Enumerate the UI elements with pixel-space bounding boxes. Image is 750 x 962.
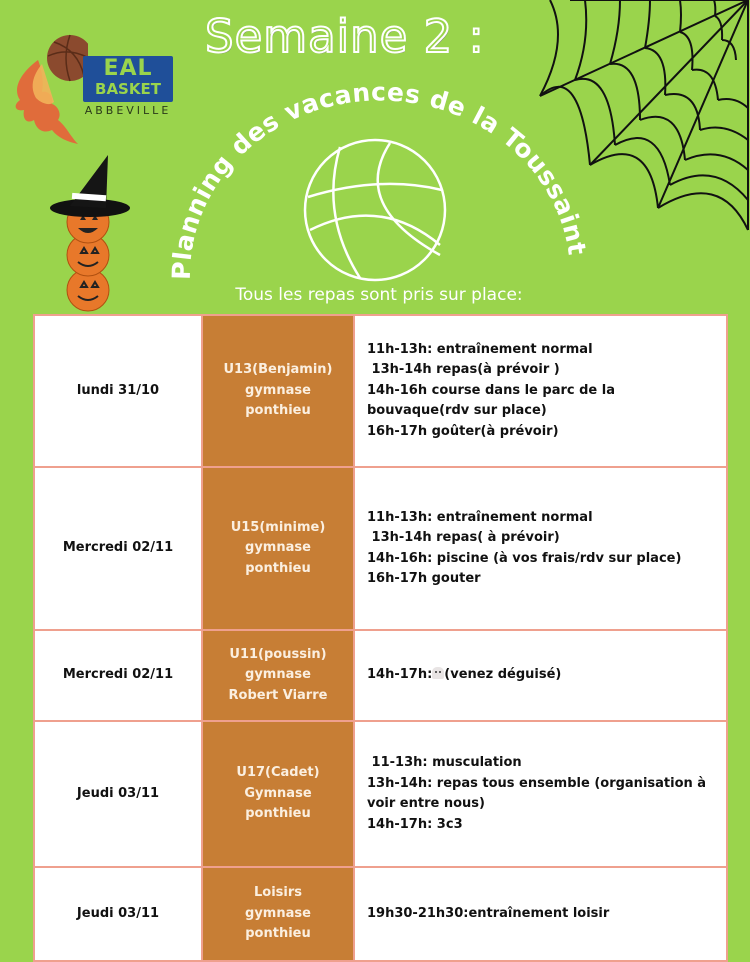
subtitle-text: Tous les repas sont pris sur place: (235, 285, 523, 305)
group-category: U15(minime) (230, 519, 326, 535)
group-venue-name: ponthieu (245, 926, 311, 942)
group-venue-type: gymnase (245, 382, 311, 398)
table-row (34, 315, 727, 467)
activity-time: 14h-17h: (367, 667, 433, 683)
table-row (34, 630, 727, 721)
activity-line: 14h-16h: piscine (à vos frais/rdv sur place) (367, 550, 682, 566)
day-cell: Mercredi 02/11 (34, 467, 202, 630)
group-cell (202, 315, 354, 467)
activities-cell (354, 467, 727, 630)
schedule-table (33, 314, 728, 962)
activity-line: 14h-16h course dans le parc de la bouvaque(rdv sur place) (367, 382, 620, 419)
page-title: Semaine 2 : (205, 10, 485, 63)
activity-line: 19h30-21h30:entraînement loisir (367, 905, 610, 921)
day-cell: Jeudi 03/11 (34, 867, 202, 961)
day-cell: Mercredi 02/11 (34, 630, 202, 721)
group-venue-name: Robert Viarre (228, 687, 328, 703)
activity-line (367, 665, 718, 686)
activities-cell (354, 721, 727, 867)
activity-line: 16h-17h gouter (367, 571, 481, 586)
logo-text-basket: BASKET (95, 80, 161, 98)
group-venue-type: Gymnase (244, 785, 312, 801)
activity-line: 13h-14h repas( à prévoir) (367, 530, 560, 545)
table-row (34, 467, 727, 630)
spider-web-icon (530, 0, 750, 235)
activity-line: 11h-13h: entraînement normal (367, 341, 593, 357)
basketball-flame-icon (8, 20, 88, 150)
activity-line: 13h-14h: repas tous ensemble (organisation à voir entre nous) (367, 775, 711, 811)
activity-line: 13h-14h repas(à prévoir ) (367, 362, 560, 378)
day-cell: Jeudi 03/11 (34, 721, 202, 867)
group-category: U17(Cadet) (236, 765, 320, 781)
group-cell (202, 467, 354, 630)
group-cell (202, 721, 354, 867)
group-category: U11(poussin) (229, 646, 327, 662)
activity-line: 11-13h: musculation (367, 755, 522, 770)
activities-cell (354, 315, 727, 467)
day-cell: lundi 31/10 (34, 315, 202, 467)
activity-line: 16h-17h goûter(à prévoir) (367, 423, 559, 439)
group-venue-name: ponthieu (245, 560, 311, 576)
group-venue-name: ponthieu (245, 806, 311, 822)
group-venue-name: ponthieu (245, 403, 311, 419)
group-category: U13(Benjamin) (223, 362, 333, 378)
subtitle (0, 285, 750, 305)
logo-text-eal: EAL (103, 56, 153, 81)
group-venue-type: gymnase (245, 667, 311, 683)
activity-line: 14h-17h: 3c3 (367, 816, 463, 832)
activity-line: 11h-13h: entraînement normal (367, 509, 593, 525)
activity-note: (venez déguisé) (444, 667, 562, 683)
activities-cell (354, 630, 727, 721)
arc-title-text: Planning des vacances de la Toussaint (166, 77, 592, 281)
group-venue-type: gymnase (245, 540, 311, 556)
basketball-outline-icon (300, 135, 450, 285)
group-category: Loisirs (253, 885, 302, 901)
logo-text-city: ABBEVILLE (84, 104, 172, 117)
table-row (34, 721, 727, 867)
group-venue-type: gymnase (245, 905, 311, 921)
group-cell (202, 630, 354, 721)
ghost-emoji-icon (432, 667, 444, 679)
